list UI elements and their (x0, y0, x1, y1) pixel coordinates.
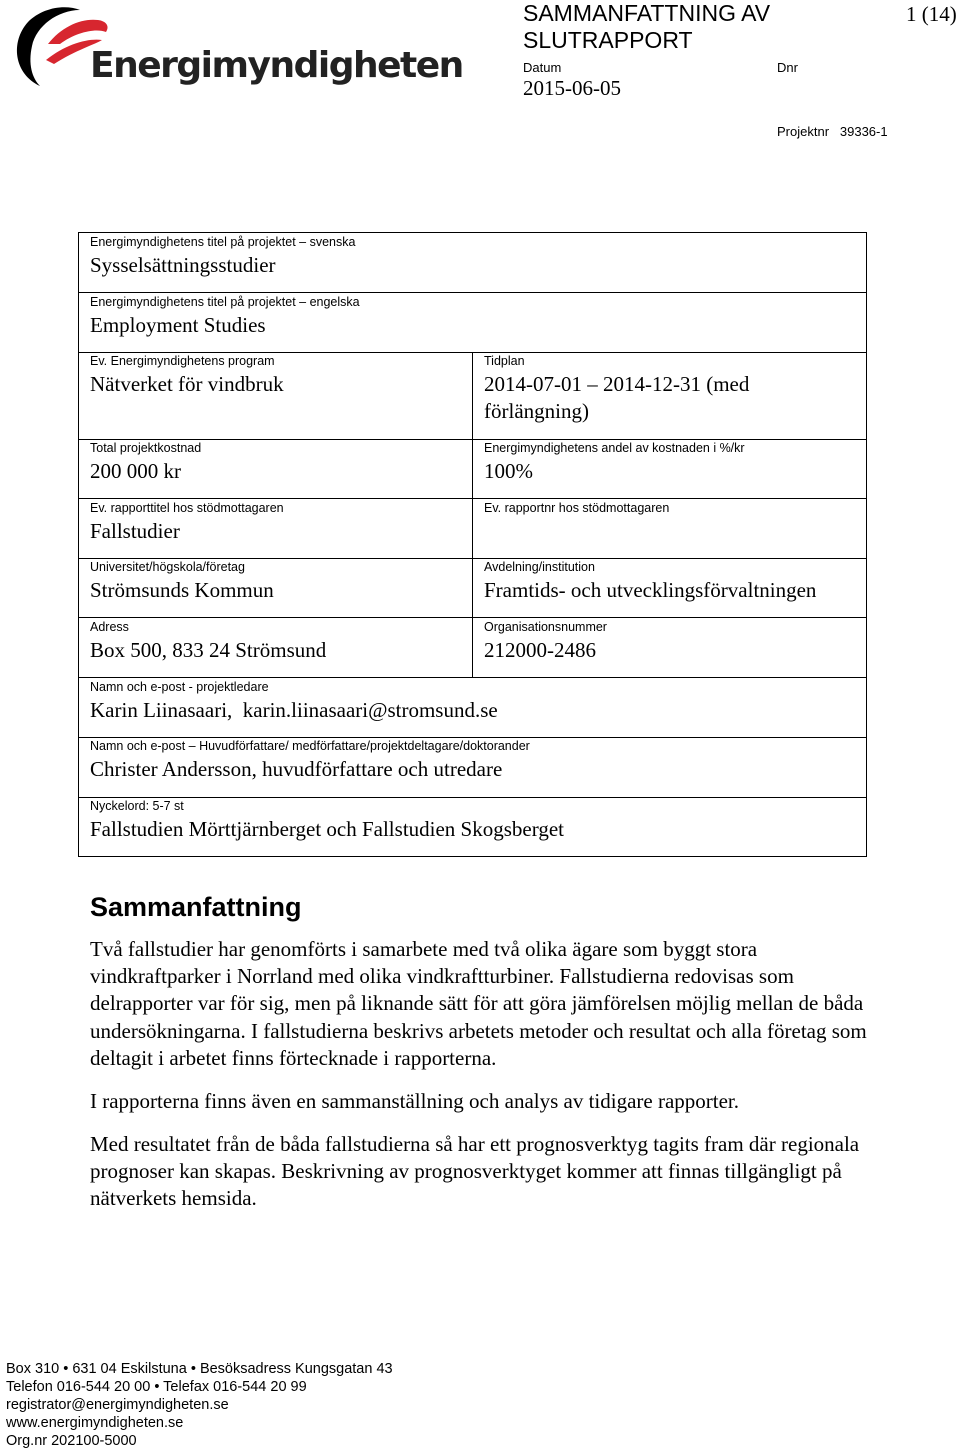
report-title-cell (90, 501, 284, 545)
department-label: Avdelning/institution (484, 560, 595, 574)
program-value: Nätverket för vindbruk (90, 372, 284, 396)
footer-contact (6, 1360, 393, 1450)
page-number: 1 (14) (906, 2, 957, 26)
energimyndigheten-logo (6, 4, 463, 92)
footer-email: registrator@energimyndigheten.se (6, 1397, 229, 1413)
title-en-cell (90, 295, 360, 339)
university-value: Strömsunds Kommun (90, 578, 274, 602)
share-value: 100% (484, 459, 533, 483)
address-cell (90, 620, 326, 664)
address-label: Adress (90, 620, 129, 634)
summary-heading: Sammanfattning (90, 892, 302, 922)
table-divider (79, 797, 866, 798)
project-leader-cell (90, 680, 498, 724)
report-number-label: Ev. rapportnr hos stödmottagaren (484, 501, 670, 515)
project-number-label: Projektnr (777, 124, 830, 139)
org-number-cell (484, 620, 607, 664)
tidplan-cell (484, 354, 854, 425)
keywords-value: Fallstudien Mörttjärnberget och Fallstudien Skogsberget (90, 817, 564, 841)
project-number-value: 39336-1 (839, 124, 888, 139)
org-number-value: 212000-2486 (484, 638, 596, 662)
keywords-cell (90, 799, 564, 843)
footer-phone: Telefon 016-544 20 00 • Telefax 016-544 20 99 (6, 1379, 307, 1395)
date-label: Datum (523, 60, 562, 75)
footer-address: Box 310 • 631 04 Eskilstuna • Besöksadress Kungsgatan 43 (6, 1361, 393, 1377)
project-info-table (78, 232, 867, 857)
summary-paragraph: Två fallstudier har genomförts i samarbete med två olika ägare som byggt stora vindkraftparker i Norrland med olika vindkraftturbiner. Fallstudierna redovisas som delrapporter var för sig, men på liknande sätt för att göra jämförelsen möjlig mellan de båda undersökningarna. I fallstudierna beskrivs arbetets metoder och resultat och alla företag som deltagit i arbetet finns förtecknade i rapporterna. (90, 937, 867, 1070)
table-column-divider (472, 352, 473, 677)
program-cell (90, 354, 284, 398)
university-label: Universitet/högskola/företag (90, 560, 245, 574)
table-divider (79, 292, 866, 293)
summary-paragraph: Med resultatet från de båda fallstudierna så har ett prognosverktyg tagits fram där regionala prognoser kan skapas. Beskrivning av prognosverktyget kommer att finnas tillgängligt på nätverkets hemsida. (90, 1132, 860, 1211)
share-label: Energimyndighetens andel av kostnaden i %/kr (484, 441, 745, 455)
title-sv-cell (90, 235, 355, 279)
title-en-label: Energimyndighetens titel på projektet – engelska (90, 295, 360, 309)
project-leader-value: Karin Liinasaari, karin.liinasaari@stromsund.se (90, 698, 498, 722)
title-en-value: Employment Studies (90, 313, 266, 337)
program-label: Ev. Energimyndighetens program (90, 354, 275, 368)
cost-label: Total projektkostnad (90, 441, 202, 455)
share-cell (484, 441, 745, 485)
org-number-label: Organisationsnummer (484, 620, 607, 634)
tidplan-value: 2014-07-01 – 2014-12-31 (med förlängning) (484, 372, 750, 423)
department-value: Framtids- och utvecklingsförvaltningen (484, 578, 817, 602)
dnr-label: Dnr (777, 60, 798, 75)
title-sv-value: Sysselsättningsstudier (90, 253, 276, 277)
document-type-title: SAMMANFATTNING AV SLUTRAPPORT (523, 0, 771, 53)
keywords-label: Nyckelord: 5-7 st (90, 799, 184, 813)
title-sv-label: Energimyndighetens titel på projektet – svenska (90, 235, 356, 249)
report-title-value: Fallstudier (90, 519, 180, 543)
footer-website: www.energimyndigheten.se (6, 1415, 184, 1431)
report-title-label: Ev. rapporttitel hos stödmottagaren (90, 501, 284, 515)
date-value: 2015-06-05 (523, 76, 621, 100)
table-divider (79, 677, 866, 678)
project-leader-label: Namn och e-post - projektledare (90, 680, 269, 694)
department-cell (484, 560, 816, 604)
footer-org-number: Org.nr 202100-5000 (6, 1433, 137, 1449)
cost-cell (90, 441, 201, 485)
address-value: Box 500, 833 24 Strömsund (90, 638, 327, 662)
summary-paragraph: I rapporterna finns även en sammanställning och analys av tidigare rapporter. (90, 1089, 740, 1113)
authors-label: Namn och e-post – Huvudförfattare/ medförfattare/projektdeltagare/doktorander (90, 739, 530, 753)
table-divider (79, 737, 866, 738)
logo-text: Energimyndigheten (90, 45, 463, 86)
cost-value: 200 000 kr (90, 459, 181, 483)
authors-value: Christer Andersson, huvudförfattare och utredare (90, 757, 503, 781)
tidplan-label: Tidplan (484, 354, 525, 368)
project-number (777, 124, 888, 139)
authors-cell (90, 739, 530, 783)
report-number-cell (484, 501, 669, 518)
university-cell (90, 560, 274, 604)
